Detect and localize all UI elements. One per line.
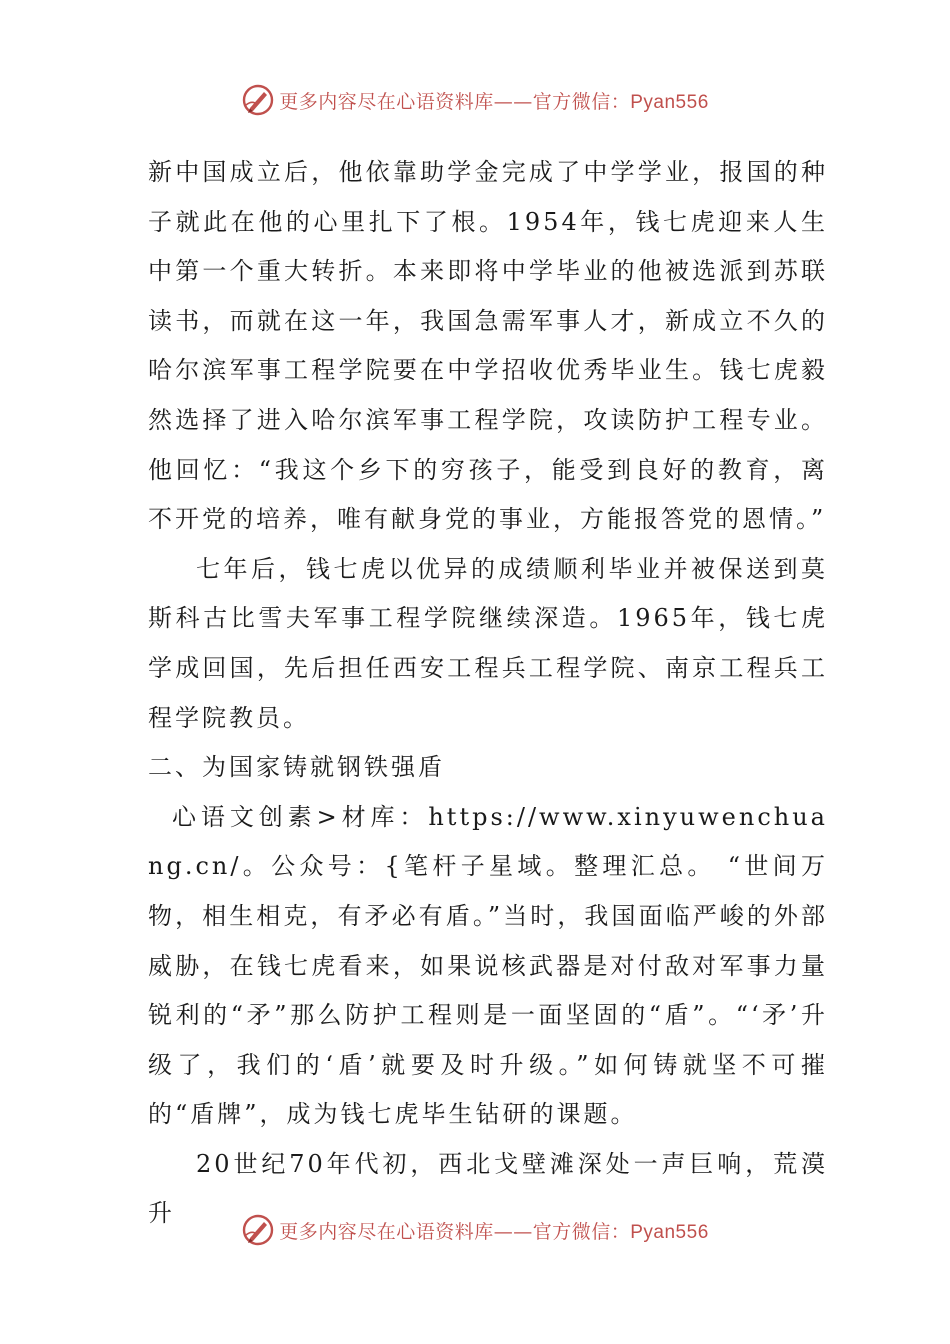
paragraph-4: 20世纪70年代初，西北戈壁滩深处一声巨响，荒漠升 bbox=[148, 1149, 828, 1228]
header-banner bbox=[0, 78, 950, 122]
footer-banner-title: 更多内容尽在心语资料库 bbox=[279, 1220, 494, 1243]
paragraph-2: 七年后，钱七虎以优异的成绩顺利毕业并被保送到莫斯科古比雪夫军事工程学院继续深造。1965年，钱七虎学成回国，先后担任西安工程兵工程学院、南京工程兵工程学院教员。 bbox=[148, 554, 828, 732]
header-banner-separator: —— bbox=[493, 90, 533, 113]
section-heading: 二、为国家铸就钢铁强盾 bbox=[148, 753, 445, 782]
footer-banner-contact: 官方微信：Pyan556 bbox=[532, 1221, 709, 1243]
header-banner-title: 更多内容尽在心语资料库 bbox=[279, 90, 494, 113]
footer-banner bbox=[0, 1208, 950, 1252]
footer-banner-separator: —— bbox=[493, 1220, 533, 1243]
document-body bbox=[148, 148, 828, 1239]
paragraph-1: 新中国成立后，他依靠助学金完成了中学学业，报国的种子就此在他的心里扎下了根。1954年，钱七虎迎来人生中第一个重大转折。本来即将中学毕业的他被选派到苏联读书，而就在这一年，我国急需军事人才，新成立不久的哈尔滨军事工程学院要在中学招收优秀毕业生。钱七虎毅然选择了进入哈尔滨军事工程学院，攻读防护工程专业。他回忆：“我这个乡下的穷孩子，能受到良好的教育，离不开党的培养，唯有献身党的事业，方能报答党的恩情。” bbox=[148, 158, 828, 534]
header-banner-text bbox=[279, 87, 709, 114]
pen-logo-icon bbox=[241, 1213, 275, 1247]
paragraph-3: 心语文创素>材库：https://www.xinyuwenchuang.cn/。公众号：{笔杆子星域。整理汇总。 “世间万物，相生相克，有矛必有盾。”当时，我国面临严峻的外部威胁，在钱七虎看来，如果说核武器是对付敌对军事力量锐利的“矛”那么防护工程则是一面坚固的“盾”。“‘矛’升级了，我们的‘盾’就要及时升级。”如何铸就坚不可摧的“盾牌”，成为钱七虎毕生钻研的课题。 bbox=[148, 802, 828, 1129]
header-banner-contact: 官方微信：Pyan556 bbox=[532, 91, 709, 113]
pen-logo-icon bbox=[241, 83, 275, 117]
footer-banner-text bbox=[279, 1217, 709, 1244]
